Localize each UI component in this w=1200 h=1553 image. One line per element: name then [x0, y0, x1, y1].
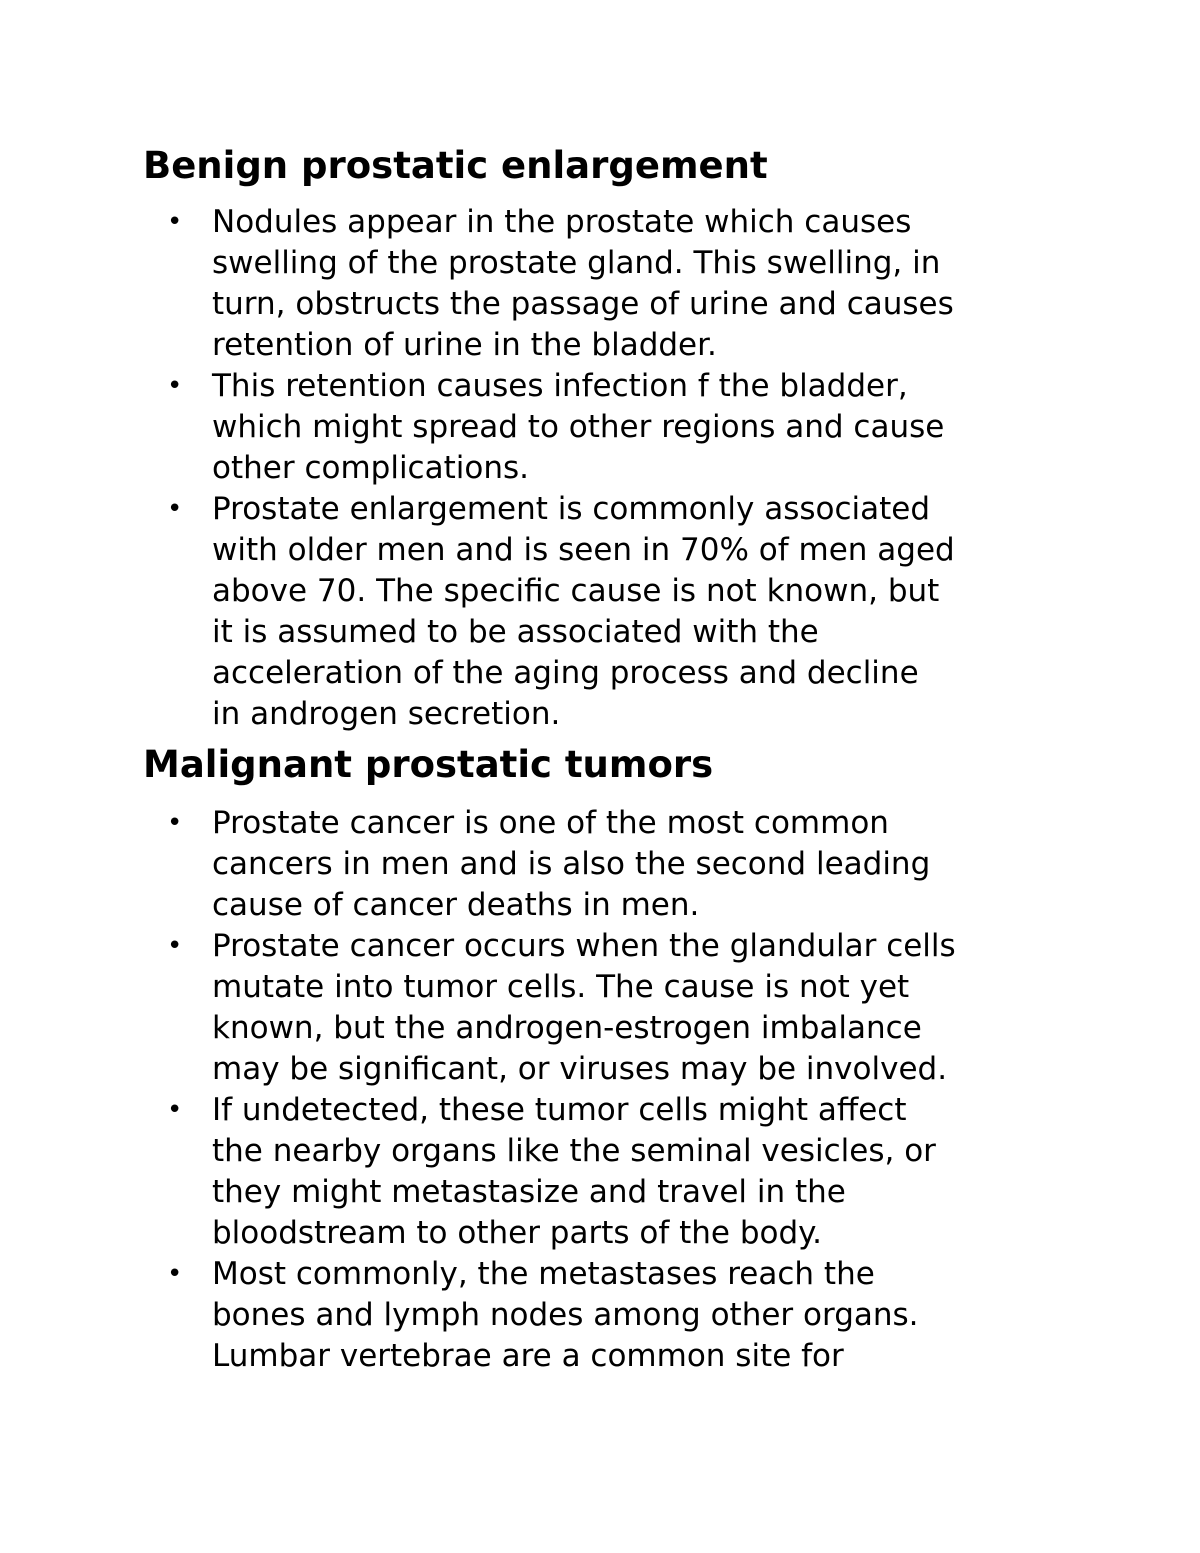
text-line: the nearby organs like the seminal vesicles, or: [212, 1133, 936, 1169]
text-line: Prostate cancer is one of the most common: [212, 805, 889, 841]
document-page: [143, 140, 1083, 1377]
list-item: [143, 366, 1083, 489]
text-line: which might spread to other regions and cause: [212, 409, 945, 445]
list-item: [143, 202, 1083, 366]
text-line: bones and lymph nodes among other organs.: [212, 1297, 919, 1333]
text-line: cancers in men and is also the second leading: [212, 846, 931, 882]
list-item: [143, 803, 1083, 926]
list-item: [143, 1254, 1083, 1377]
list-item: [143, 926, 1083, 1090]
bullet-icon: •: [167, 494, 183, 524]
text-line: Nodules appear in the prostate which causes: [212, 204, 912, 240]
bullet-list-malignant: [143, 803, 1083, 1377]
text-line: turn, obstructs the passage of urine and causes: [212, 286, 954, 322]
text-line: Lumbar vertebrae are a common site for: [212, 1338, 844, 1374]
bullet-icon: •: [167, 1095, 183, 1125]
list-item: [143, 489, 1083, 735]
text-line: with older men and is seen in 70% of men aged: [212, 532, 955, 568]
text-line: mutate into tumor cells. The cause is not yet: [212, 969, 910, 1005]
section-heading-malignant: Malignant prostatic tumors: [143, 743, 714, 786]
text-line: known, but the androgen-estrogen imbalance: [212, 1010, 922, 1046]
text-line: other complications.: [212, 450, 529, 486]
bullet-icon: •: [167, 808, 183, 838]
text-line: they might metastasize and travel in the: [212, 1174, 846, 1210]
text-line: bloodstream to other parts of the body.: [212, 1215, 822, 1251]
text-line: in androgen secretion.: [212, 696, 561, 732]
text-line: swelling of the prostate gland. This swelling, in: [212, 245, 941, 281]
text-line: acceleration of the aging process and decline: [212, 655, 919, 691]
bullet-icon: •: [167, 1259, 183, 1289]
bullet-icon: •: [167, 371, 183, 401]
text-line: it is assumed to be associated with the: [212, 614, 819, 650]
bullet-icon: •: [167, 207, 183, 237]
text-line: Prostate enlargement is commonly associated: [212, 491, 931, 527]
section-heading-benign: Benign prostatic enlargement: [143, 144, 768, 187]
bullet-icon: •: [167, 931, 183, 961]
list-item: [143, 1090, 1083, 1254]
text-line: retention of urine in the bladder.: [212, 327, 717, 363]
text-line: above 70. The specific cause is not known, but: [212, 573, 940, 609]
text-line: If undetected, these tumor cells might affect: [212, 1092, 907, 1128]
text-line: may be significant, or viruses may be involved.: [212, 1051, 948, 1087]
text-line: This retention causes infection f the bladder,: [212, 368, 908, 404]
text-line: cause of cancer deaths in men.: [212, 887, 700, 923]
bullet-list-benign: [143, 202, 1083, 735]
text-line: Prostate cancer occurs when the glandular cells: [212, 928, 956, 964]
text-line: Most commonly, the metastases reach the: [212, 1256, 875, 1292]
